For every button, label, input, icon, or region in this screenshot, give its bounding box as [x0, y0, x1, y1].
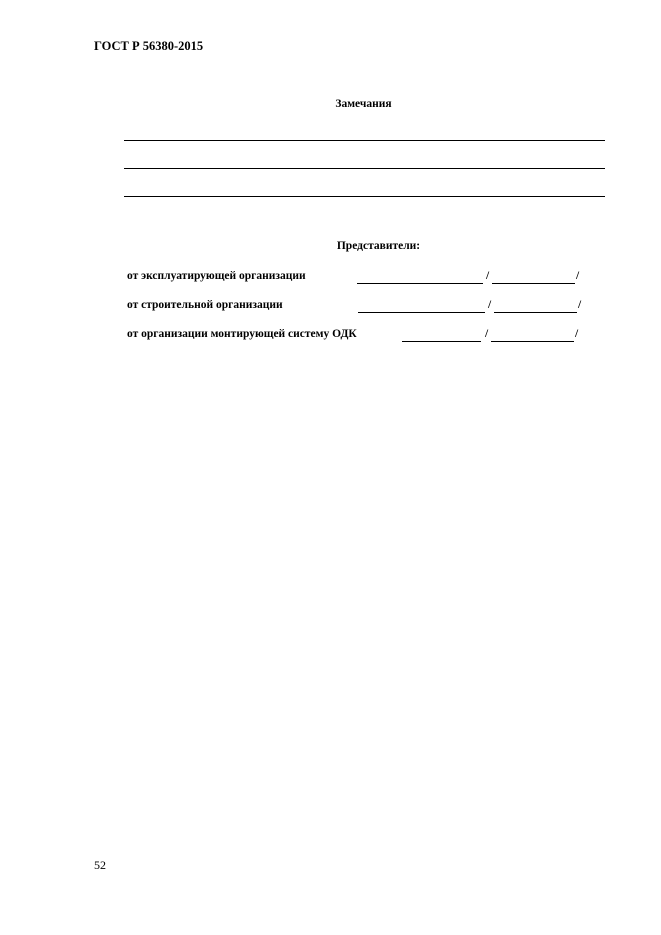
page-number: 52: [94, 858, 106, 872]
representatives-title: Представители:: [336, 240, 421, 252]
document-code: ГОСТ Р 56380-2015: [94, 39, 204, 53]
signature-line: [358, 312, 485, 313]
signature-slash-close: /: [578, 299, 582, 311]
representative-label: от строительной организации: [127, 299, 283, 311]
remarks-line-2: [124, 168, 605, 169]
signature-slash-open: /: [485, 328, 489, 340]
signature-slash-open: /: [488, 299, 492, 311]
remarks-title: Замечания: [335, 98, 392, 110]
representative-label: от организации монтирующей систему ОДК: [127, 328, 357, 340]
name-line: [494, 312, 577, 313]
signature-slash-open: /: [486, 270, 490, 282]
name-line: [491, 341, 574, 342]
remarks-line-3: [124, 196, 605, 197]
representative-row-installing: [127, 328, 597, 344]
name-line: [492, 283, 575, 284]
signature-slash-close: /: [575, 328, 579, 340]
remarks-line-1: [124, 140, 605, 141]
representative-row-operating: [127, 270, 597, 286]
signature-line: [357, 283, 483, 284]
signature-line: [402, 341, 481, 342]
representative-row-construction: [127, 299, 597, 315]
signature-slash-close: /: [576, 270, 580, 282]
representative-label: от эксплуатирующей организации: [127, 270, 306, 282]
